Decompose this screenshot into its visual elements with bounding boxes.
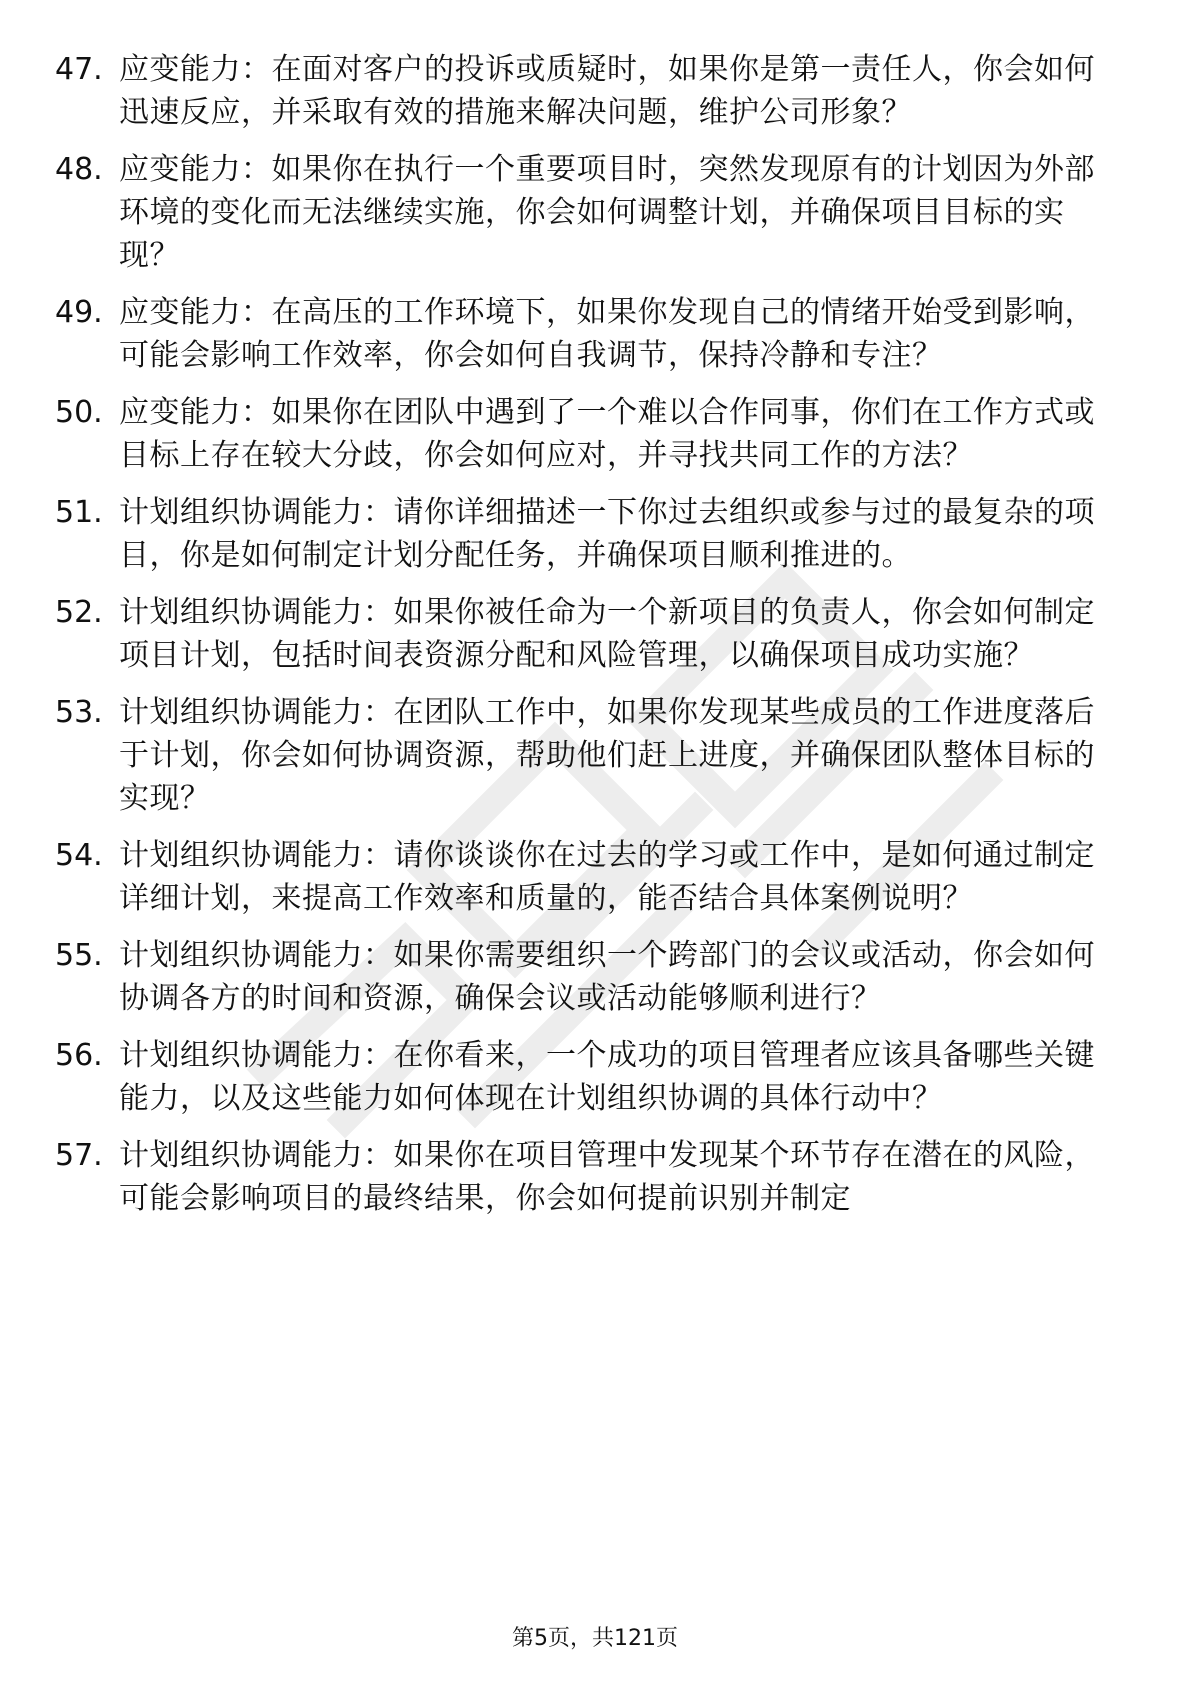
question-text: 计划组织协调能力：在你看来，一个成功的项目管理者应该具备哪些关键能力，以及这些能力如何体现在计划组织协调的具体行动中？ bbox=[119, 1038, 1095, 1116]
question-text: 计划组织协调能力：在团队工作中，如果你发现某些成员的工作进度落后于计划，你会如何协调资源，帮助他们赶上进度，并确保团队整体目标的实现？ bbox=[119, 695, 1095, 816]
page-number-label: 第5页，共121页 bbox=[512, 1626, 678, 1651]
question-text: 应变能力：在高压的工作环境下，如果你发现自己的情绪开始受到影响，可能会影响工作效率，你会如何自我调节，保持冷静和专注？ bbox=[119, 295, 1095, 373]
question-number: 56. bbox=[55, 1038, 103, 1073]
question-text: 计划组织协调能力：如果你需要组织一个跨部门的会议或活动，你会如何协调各方的时间和资源，确保会议或活动能够顺利进行？ bbox=[119, 938, 1095, 1016]
question-item bbox=[55, 591, 1115, 677]
question-number: 48. bbox=[55, 152, 103, 187]
question-item bbox=[55, 691, 1115, 820]
question-text: 应变能力：如果你在团队中遇到了一个难以合作同事，你们在工作方式或目标上存在较大分歧，你会如何应对，并寻找共同工作的方法？ bbox=[119, 395, 1095, 473]
question-number: 47. bbox=[55, 52, 103, 87]
question-item bbox=[55, 148, 1115, 277]
question-number: 51. bbox=[55, 495, 103, 530]
question-number: 52. bbox=[55, 595, 103, 630]
question-number: 57. bbox=[55, 1138, 103, 1173]
question-text: 计划组织协调能力：请你谈谈你在过去的学习或工作中，是如何通过制定详细计划，来提高工作效率和质量的，能否结合具体案例说明？ bbox=[119, 838, 1095, 916]
question-item bbox=[55, 491, 1115, 577]
question-text: 计划组织协调能力：如果你在项目管理中发现某个环节存在潜在的风险，可能会影响项目的最终结果，你会如何提前识别并制定 bbox=[119, 1138, 1095, 1216]
question-item bbox=[55, 834, 1115, 920]
question-item bbox=[55, 48, 1115, 134]
question-text: 计划组织协调能力：请你详细描述一下你过去组织或参与过的最复杂的项目，你是如何制定计划分配任务，并确保项目顺利推进的。 bbox=[119, 495, 1095, 573]
question-list bbox=[55, 48, 1115, 1220]
question-number: 54. bbox=[55, 838, 103, 873]
question-number: 50. bbox=[55, 395, 103, 430]
question-item bbox=[55, 934, 1115, 1020]
question-item bbox=[55, 1034, 1115, 1120]
question-text: 应变能力：在面对客户的投诉或质疑时，如果你是第一责任人，你会如何迅速反应，并采取有效的措施来解决问题，维护公司形象？ bbox=[119, 52, 1095, 130]
question-text: 应变能力：如果你在执行一个重要项目时，突然发现原有的计划因为外部环境的变化而无法继续实施，你会如何调整计划，并确保项目目标的实现？ bbox=[119, 152, 1095, 273]
question-item bbox=[55, 1134, 1115, 1220]
question-number: 49. bbox=[55, 295, 103, 330]
question-text: 计划组织协调能力：如果你被任命为一个新项目的负责人，你会如何制定项目计划，包括时间表资源分配和风险管理，以确保项目成功实施？ bbox=[119, 595, 1095, 673]
question-number: 55. bbox=[55, 938, 103, 973]
page-footer bbox=[0, 1624, 1190, 1654]
question-number: 53. bbox=[55, 695, 103, 730]
question-item bbox=[55, 391, 1115, 477]
question-item bbox=[55, 291, 1115, 377]
